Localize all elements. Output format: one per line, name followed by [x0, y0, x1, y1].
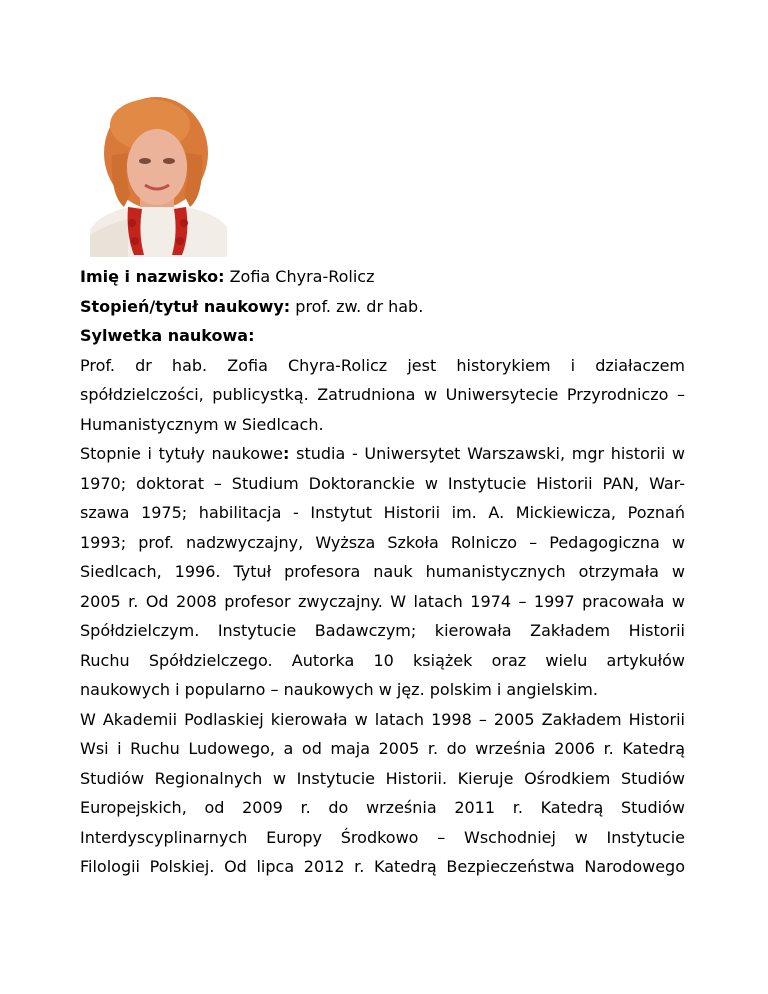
bio-p3-line: Europejskich, od 2009 r. do września 2011 r. Katedrą Studiów: [80, 798, 685, 817]
degree-label: Stopień/tytuł naukowy:: [80, 296, 291, 316]
bio-p3-line: Filologii Polskiej. Od lipca 2012 r. Katedrą Bezpieczeństwa Narodowego: [80, 857, 685, 876]
bio-p2-line: 2005 r. Od 2008 profesor zwyczajny. W latach 1974 – 1997 pracowała w: [80, 591, 685, 611]
degree-value: prof. zw. dr hab.: [290, 296, 424, 316]
bio-p2-line: Siedlcach, 1996. Tytuł profesora nauk humanistycznych otrzymała w: [80, 562, 685, 581]
bio-p2-colon: :: [283, 444, 290, 463]
bio-p2-first-line: [80, 439, 685, 469]
name-line: [80, 262, 685, 292]
bio-p2-first-rest: studia - Uniwersytet Warszawski, mgr historii w: [289, 444, 686, 463]
name-value: Zofia Chyra-Rolicz: [224, 267, 375, 286]
bio-heading: Sylwetka naukowa:: [80, 326, 255, 345]
portrait-photo: [90, 95, 227, 257]
bio-p2-line: naukowych i popularno – naukowych w jęz. polskim i angielskim.: [80, 680, 598, 699]
bio-p3-line: Wsi i Ruchu Ludowego, a od maja 2005 r. do września 2006 r. Katedrą: [80, 739, 685, 758]
bio-p2-line: Ruchu Spółdzielczego. Autorka 10 książek oraz wielu artykułów: [80, 650, 685, 670]
degree-line: [80, 292, 685, 322]
bio-p2-line: 1970; doktorat – Studium Doktoranckie w Instytucie Historii PAN, War-: [80, 473, 685, 493]
bio-p1-line: Prof. dr hab. Zofia Chyra-Rolicz jest historykiem i działaczem: [80, 355, 685, 375]
name-label: Imię i nazwisko:: [80, 267, 225, 286]
bio-p3-line: Studiów Regionalnych w Instytucie Historii. Kieruje Ośrodkiem Studiów: [80, 768, 685, 788]
profile-text: [80, 262, 685, 882]
bio-p2-lead: Stopnie i tytuły naukowe: [80, 444, 284, 463]
bio-p2-line: Spółdzielczym. Instytucie Badawczym; kierowała Zakładem Historii: [80, 621, 685, 640]
bio-p2-line: szawa 1975; habilitacja - Instytut Historii im. A. Mickiewicza, Poznań: [80, 503, 685, 522]
bio-p3-line: Interdyscyplinarnych Europy Środkowo – Wschodniej w Instytucie: [80, 827, 685, 847]
bio-p1-line: Humanistycznym w Siedlcach.: [80, 414, 324, 434]
bio-p2-line: 1993; prof. nadzwyczajny, Wyższa Szkoła Rolniczo – Pedagogiczna w: [80, 532, 685, 552]
bio-p1-line: spółdzielczości, publicystką. Zatrudniona w Uniwersytecie Przyrodniczo –: [80, 385, 685, 404]
bio-p3-line: W Akademii Podlaskiej kierowała w latach 1998 – 2005 Zakładem Historii: [80, 709, 685, 729]
